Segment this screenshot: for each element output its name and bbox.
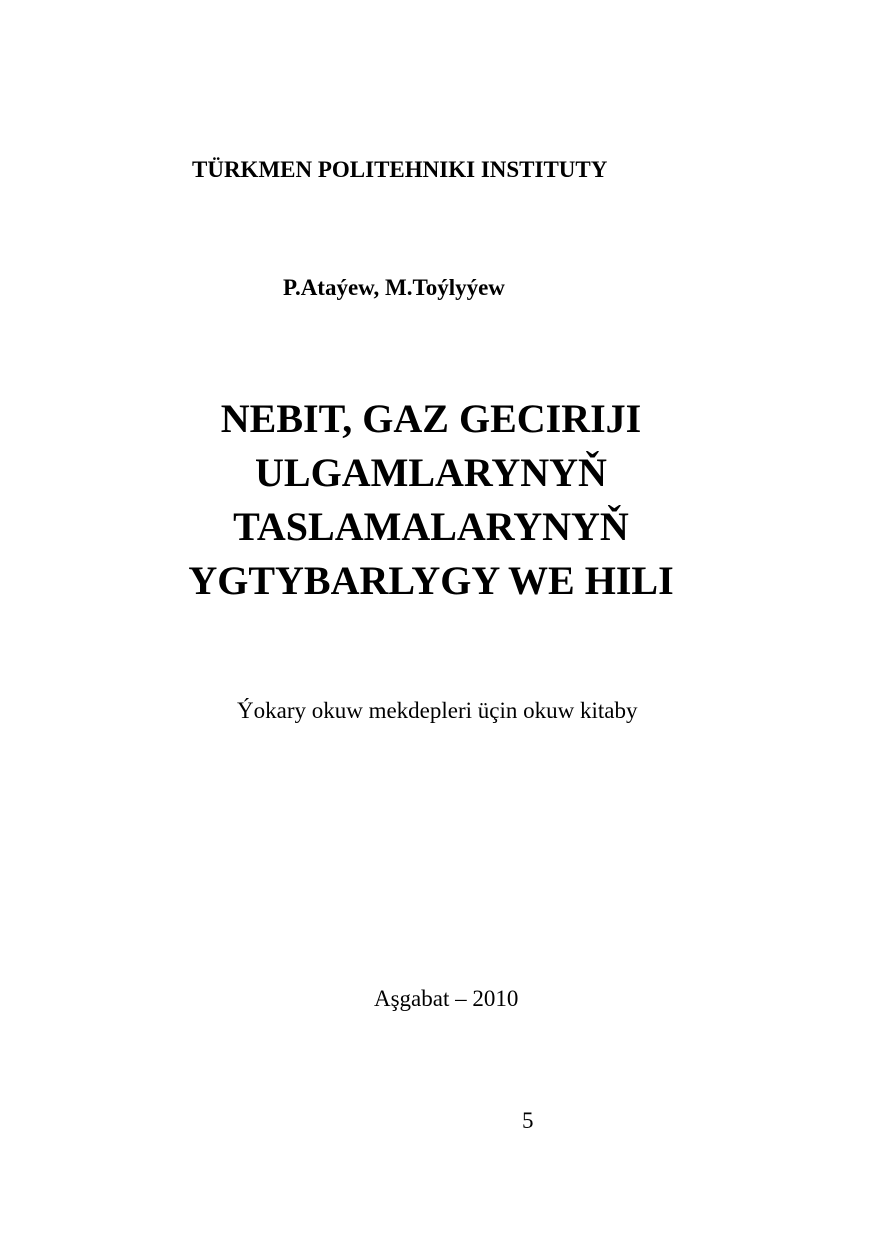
title-line-1: NEBIT, GAZ GECIRIJI — [220, 396, 642, 441]
title-line-3: TASLAMALARYNYŇ — [233, 504, 629, 549]
book-title — [0, 392, 862, 608]
page-number: 5 — [522, 1108, 534, 1133]
title-line-4: YGTYBARLYGY WE HILI — [188, 558, 674, 603]
publication-place-year: Aşgabat – 2010 — [374, 986, 519, 1011]
institution-name: TÜRKMEN POLITEHNIKI INSTITUTY — [192, 157, 608, 182]
authors: P.Ataýew, M.Toýlyýew — [283, 275, 505, 300]
title-line-2: ULGAMLARYNYŇ — [255, 450, 607, 495]
book-subtitle: Ýokary okuw mekdepleri üçin okuw kitaby — [237, 698, 638, 723]
